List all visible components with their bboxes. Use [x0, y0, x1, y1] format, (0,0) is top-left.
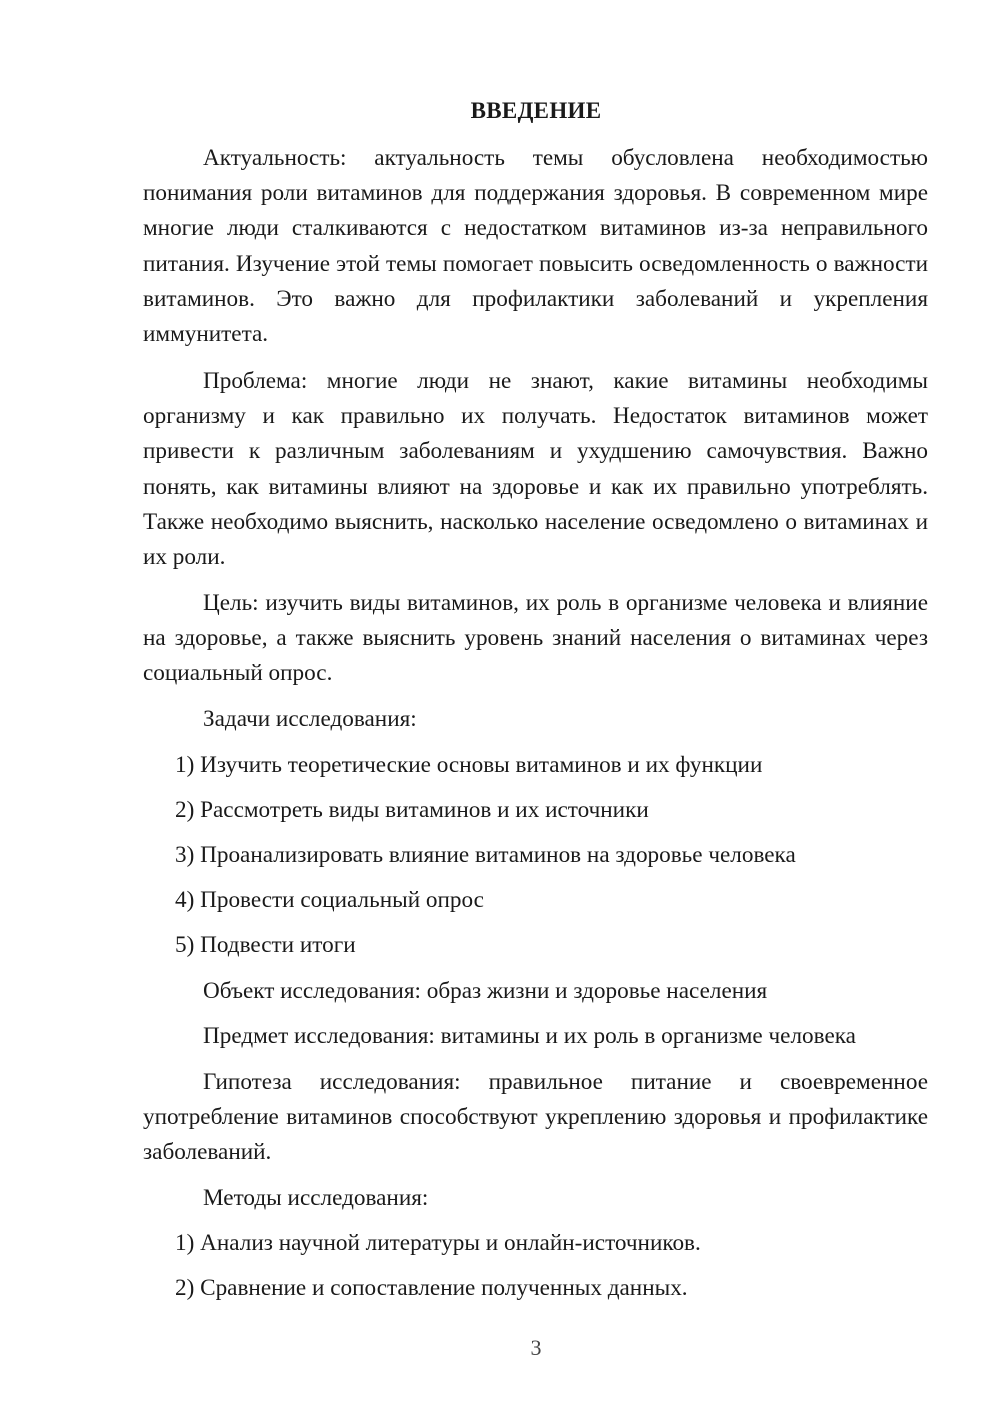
paragraph-relevance: Актуальность: актуальность темы обусловлена необходимостью понимания роли витаминов для поддержания здоровья. В современном мире многие люди сталкиваются с недостатком витаминов из-за неправильного питания. Изучение этой темы помогает повысить осведомленность о важности витаминов. Это важно для профилактики заболеваний и укрепления иммунитета.	[143, 145, 928, 348]
task-item-4: 4) Провести социальный опрос	[175, 887, 484, 913]
research-subject: Предмет исследования: витамины и их роль в организме человека	[203, 1023, 856, 1049]
task-item-1: 1) Изучить теоретические основы витаминов и их функции	[175, 752, 763, 778]
page-title: ВВЕДЕНИЕ	[470, 98, 602, 123]
task-item-5: 5) Подвести итоги	[175, 932, 356, 958]
paragraph-goal: Цель: изучить виды витаминов, их роль в организме человека и влияние на здоровье, а также выяснить уровень знаний населения о витаминах через социальный опрос.	[143, 590, 928, 687]
task-item-3: 3) Проанализировать влияние витаминов на здоровье человека	[175, 842, 796, 868]
method-item-2: 2) Сравнение и сопоставление полученных данных.	[175, 1275, 688, 1301]
method-item-1: 1) Анализ научной литературы и онлайн-источников.	[175, 1230, 701, 1256]
research-object: Объект исследования: образ жизни и здоровье населения	[203, 978, 768, 1004]
paragraph-problem: Проблема: многие люди не знают, какие витамины необходимы организму и как правильно их получать. Недостаток витаминов может привести к различным заболеваниям и ухудшению самочувствия. Важно понять, как витамины влияют на здоровье и как их правильно употреблять. Также необходимо выяснить, насколько население осведомлено о витаминах и их роли.	[143, 368, 928, 571]
page-number: 3	[530, 1335, 542, 1360]
paragraph-hypothesis: Гипотеза исследования: правильное питание и своевременное употребление витаминов способствуют укреплению здоровья и профилактике заболеваний.	[143, 1069, 928, 1166]
methods-heading: Методы исследования:	[203, 1185, 429, 1211]
tasks-heading: Задачи исследования:	[203, 706, 417, 732]
task-item-2: 2) Рассмотреть виды витаминов и их источники	[175, 797, 649, 823]
